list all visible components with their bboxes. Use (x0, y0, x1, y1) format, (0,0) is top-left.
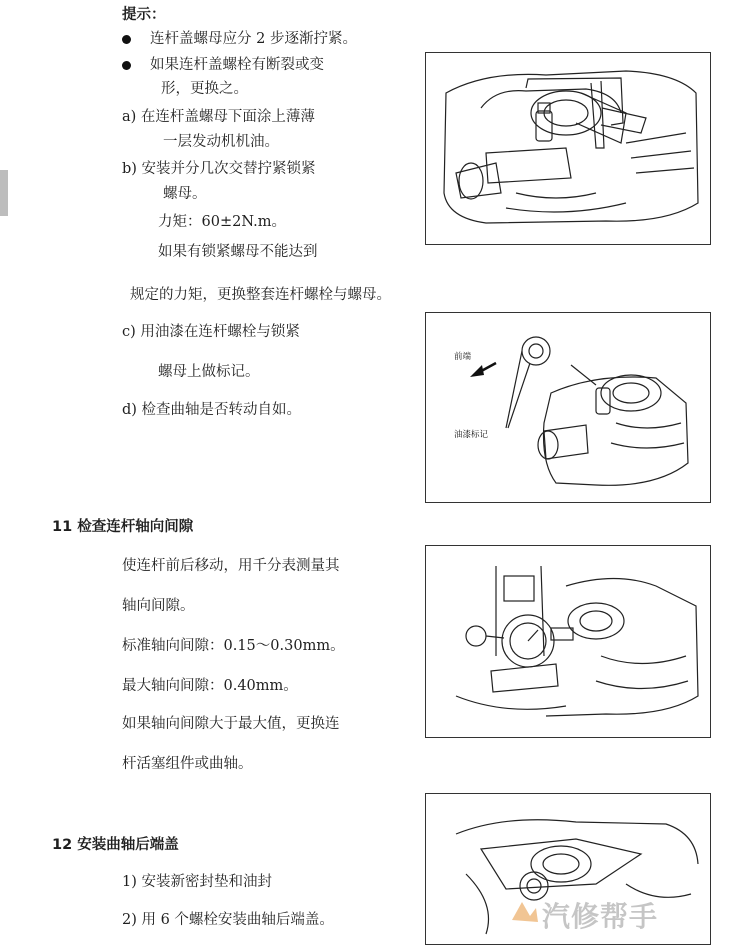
section-12-line2: 2) 用 6 个螺栓安装曲轴后端盖。 (122, 912, 334, 928)
engine-illustration-3 (426, 546, 710, 737)
note-line1: 如果有锁紧螺母不能达到 (158, 244, 318, 260)
step-d-line1: d) 检查曲轴是否转动自如。 (122, 402, 302, 418)
bullet-text-2-cont: 形，更换之。 (161, 81, 248, 97)
section-11-heading: 11 检查连杆轴向间隙 (52, 519, 194, 535)
bullet-dot (122, 35, 131, 44)
section-11-line3: 标准轴向间隙：0.15～0.30mm。 (122, 638, 345, 654)
step-c-line2: 螺母上做标记。 (158, 364, 260, 380)
step-b-line1: b) 安装并分几次交替拧紧锁紧 (122, 161, 316, 177)
section-12-line1: 1) 安装新密封垫和油封 (122, 874, 272, 890)
step-a-line2: 一层发动机机油。 (163, 134, 279, 150)
step-c-line1: c) 用油漆在连杆螺栓与锁紧 (122, 324, 300, 340)
bullet-dot (122, 61, 131, 70)
hint-heading: 提示： (122, 7, 166, 23)
front-label: 前端 (454, 352, 472, 362)
section-11-line5: 如果轴向间隙大于最大值，更换连 (122, 716, 340, 732)
section-11-line4: 最大轴向间隙：0.40mm。 (122, 678, 298, 694)
bullet-text-1: 连杆盖螺母应分 2 步逐渐拧紧。 (150, 31, 357, 47)
figure-rod-cap-torque (425, 52, 711, 245)
section-12-heading: 12 安装曲轴后端盖 (52, 837, 179, 853)
note-line2: 规定的力矩，更换整套连杆螺栓与螺母。 (130, 287, 391, 303)
figure-dial-indicator (425, 545, 711, 738)
section-11-line2: 轴向间隙。 (122, 598, 195, 614)
section-11-line1: 使连杆前后移动，用千分表测量其 (122, 558, 340, 574)
paint-mark-label: 油漆标记 (454, 430, 489, 440)
watermark-logo-icon (508, 898, 540, 926)
figure-paint-mark (425, 312, 711, 503)
watermark-text: 汽修帮手 (542, 900, 659, 933)
engine-illustration-1 (426, 53, 710, 244)
step-b-line2: 螺母。 (163, 186, 207, 202)
bullet-text-2: 如果连杆盖螺栓有断裂或变 (150, 57, 324, 73)
engine-illustration-2 (426, 313, 710, 502)
torque-spec: 力矩：60±2N.m。 (158, 214, 286, 230)
page-edge-tab (0, 170, 8, 216)
step-a-line1: a) 在连杆盖螺母下面涂上薄薄 (122, 109, 315, 125)
section-11-line6: 杆活塞组件或曲轴。 (122, 756, 253, 772)
